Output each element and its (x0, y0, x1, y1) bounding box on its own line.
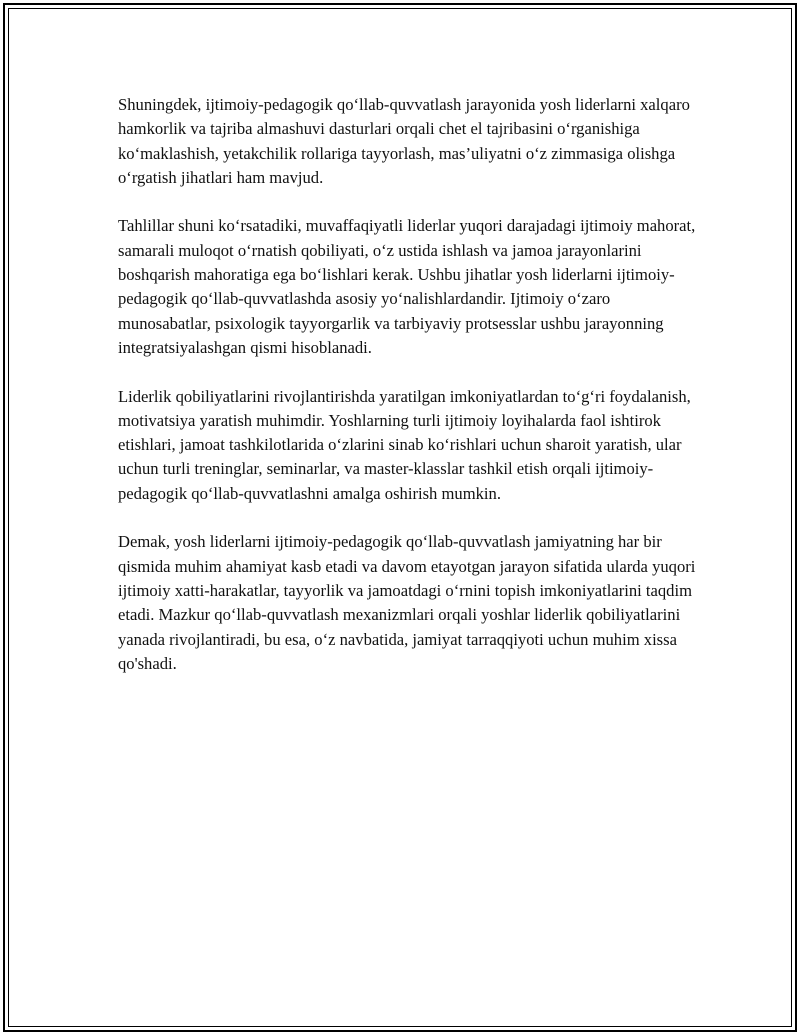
paragraph-2: Tahlillar shuni ko‘rsatadiki, muvaffaqiyatli liderlar yuqori darajadagi ijtimoiy mahorat, samarali muloqot o‘rnatish qobiliyati, o‘z ustida ishlash va jamoa jarayonlarini boshqarish mahoratiga ega bo‘lishlari kerak. Ushbu jihatlar yosh liderlarni ijtimoiy-pedagogik qo‘llab-quvvatlashda asosiy yo‘nalishlardandir. Ijtimoiy o‘zaro munosabatlar, psixologik tayyorgarlik va tarbiyaviy protsesslar ushbu jarayonning integratsiyalashgan qismi hisoblanadi. (118, 216, 696, 357)
document-body (118, 93, 698, 700)
paragraph-1: Shuningdek, ijtimoiy-pedagogik qo‘llab-quvvatlash jarayonida yosh liderlarni xalqaro hamkorlik va tajriba almashuvi dasturlari orqali chet el tajribasini o‘rganishiga ko‘maklashish, yetakchilik rollariga tayyorlash, mas’uliyatni o‘z zimmasiga olishga o‘rgatish jihatlari ham mavjud. (118, 95, 690, 187)
paragraph-4: Demak, yosh liderlarni ijtimoiy-pedagogik qo‘llab-quvvatlash jamiyatning har bir qismida muhim ahamiyat kasb etadi va davom etayotgan jarayon sifatida ularda yuqori ijtimoiy xatti-harakatlar, tayyorlik va jamoatdagi o‘rnini topish imkoniyatlarini taqdim etadi. Mazkur qo‘llab-quvvatlash mexanizmlari orqali yoshlar liderlik qobiliyatlarini yanada rivojlantiradi, bu esa, o‘z navbatida, jamiyat tarraqqiyoti uchun muhim xissa qo'shadi. (118, 532, 696, 673)
paragraph-3: Liderlik qobiliyatlarini rivojlantirishda yaratilgan imkoniyatlardan to‘g‘ri foydalanish, motivatsiya yaratish muhimdir. Yoshlarning turli ijtimoiy loyihalarda faol ishtirok etishlari, jamoat tashkilotlarida o‘zlarini sinab ko‘rishlari uchun sharoit yaratish, ular uchun turli treninglar, seminarlar, va master-klasslar tashkil etish orqali ijtimoiy-pedagogik qo‘llab-quvvatlashni amalga oshirish mumkin. (118, 386, 691, 503)
